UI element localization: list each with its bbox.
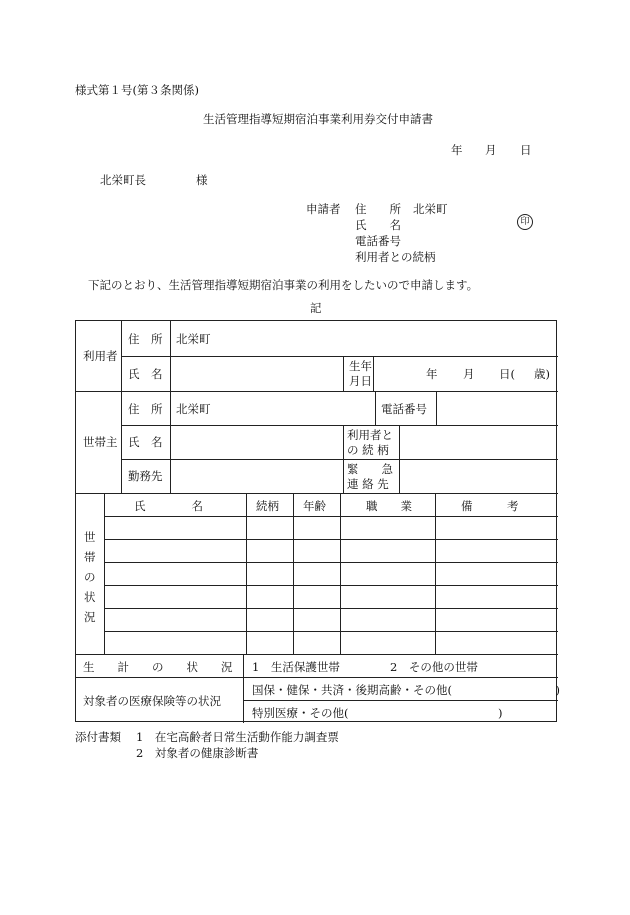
user-name-label: 氏 名 bbox=[128, 367, 163, 381]
grid-line bbox=[104, 608, 558, 609]
household-label-char: 状 bbox=[84, 590, 96, 604]
date-month-label: 月 bbox=[485, 143, 497, 157]
column-header-remarks: 備 考 bbox=[461, 499, 519, 513]
grid-line bbox=[104, 539, 558, 540]
grid-line bbox=[373, 356, 374, 391]
user-address-label: 住 所 bbox=[128, 332, 163, 346]
grid-line bbox=[436, 391, 437, 425]
grid-line bbox=[340, 493, 341, 654]
livelihood-option-1: 1 生活保護世帯 bbox=[252, 660, 340, 674]
user-birth-label-1: 生年 bbox=[349, 359, 372, 373]
column-header-occupation: 職 業 bbox=[366, 499, 412, 513]
seal-mark: 印 bbox=[517, 214, 533, 230]
grid-line bbox=[293, 493, 294, 654]
applicant-phone-label: 電話番号 bbox=[355, 234, 401, 248]
grid-line bbox=[246, 493, 247, 654]
user-age: 歳) bbox=[534, 367, 550, 381]
application-form-table bbox=[75, 320, 560, 722]
user-birth-month: 月 bbox=[463, 367, 475, 381]
householder-address-value[interactable]: 北栄町 bbox=[176, 402, 211, 416]
household-section-label bbox=[84, 527, 96, 627]
grid-line bbox=[76, 677, 558, 678]
attachment-item-2: 2 対象者の健康診断書 bbox=[136, 746, 259, 760]
householder-address-label: 住 所 bbox=[128, 402, 163, 416]
grid-line bbox=[104, 585, 558, 586]
householder-section-label: 世帯主 bbox=[83, 435, 118, 449]
insurance-label: 対象者の医療保険等の状況 bbox=[83, 694, 221, 708]
addressee-honorific: 様 bbox=[196, 173, 208, 187]
applicant-address-label: 住 所 bbox=[355, 202, 401, 216]
householder-phone-label: 電話番号 bbox=[381, 402, 427, 416]
grid-line bbox=[104, 516, 558, 517]
form-number: 様式第１号(第３条関係) bbox=[75, 83, 199, 97]
date-year-label: 年 bbox=[451, 143, 463, 157]
household-label-char: 況 bbox=[84, 610, 96, 624]
householder-emergency-label-1: 緊 急 bbox=[347, 462, 393, 476]
grid-line bbox=[375, 391, 376, 425]
householder-workplace-label: 勤務先 bbox=[128, 469, 163, 483]
grid-line bbox=[76, 493, 558, 494]
form-title: 生活管理指導短期宿泊事業利用券交付申請書 bbox=[203, 112, 433, 126]
applicant-label: 申請者 bbox=[306, 202, 341, 216]
household-label-char: 世 bbox=[84, 530, 96, 544]
addressee-name: 北栄町長 bbox=[100, 173, 146, 187]
user-section-label: 利用者 bbox=[83, 349, 118, 363]
grid-line bbox=[170, 321, 171, 493]
grid-line bbox=[76, 654, 558, 655]
grid-line bbox=[121, 321, 122, 493]
grid-line bbox=[104, 562, 558, 563]
grid-line bbox=[121, 425, 558, 426]
insurance-line-1: 国保・健保・共済・後期高齢・その他( ) bbox=[252, 683, 560, 697]
ki-heading: 記 bbox=[310, 301, 322, 315]
body-text: 下記のとおり、生活管理指導短期宿泊事業の利用をしたいので申請します。 bbox=[88, 278, 479, 292]
grid-line bbox=[76, 391, 558, 392]
attachments-label: 添付書類 bbox=[75, 730, 121, 744]
applicant-name-label: 氏 名 bbox=[355, 218, 401, 232]
grid-line bbox=[121, 459, 558, 460]
date-day-label: 日 bbox=[520, 143, 532, 157]
column-header-age: 年齢 bbox=[303, 499, 326, 513]
livelihood-option-2: 2 その他の世帯 bbox=[390, 660, 478, 674]
grid-line bbox=[399, 425, 400, 493]
household-label-char: の bbox=[84, 570, 96, 584]
livelihood-label: 生 計 の 状 況 bbox=[83, 660, 233, 674]
user-birth-label-2: 月日 bbox=[349, 374, 372, 388]
grid-line bbox=[243, 654, 244, 723]
grid-line bbox=[435, 493, 436, 654]
user-address-value[interactable]: 北栄町 bbox=[176, 332, 211, 346]
householder-emergency-label-2: 連 絡 先 bbox=[347, 477, 389, 491]
household-label-char: 帯 bbox=[84, 550, 96, 564]
grid-line bbox=[104, 493, 105, 654]
insurance-line-2: 特別医療・その他( ) bbox=[252, 706, 503, 720]
user-birth-day: 日( bbox=[499, 367, 515, 381]
column-header-relation: 続柄 bbox=[256, 499, 279, 513]
column-header-name: 氏 名 bbox=[134, 499, 203, 513]
grid-line bbox=[343, 425, 344, 493]
householder-name-label: 氏 名 bbox=[128, 435, 163, 449]
grid-line bbox=[343, 356, 344, 391]
applicant-relation-label: 利用者との続柄 bbox=[355, 250, 436, 264]
grid-line bbox=[121, 356, 558, 357]
attachment-item-1: 1 在宅高齢者日常生活動作能力調査票 bbox=[136, 730, 339, 744]
householder-relation-label-1: 利用者と bbox=[347, 428, 393, 442]
grid-line bbox=[243, 700, 558, 701]
grid-line bbox=[104, 631, 558, 632]
applicant-address-value[interactable]: 北栄町 bbox=[413, 202, 448, 216]
householder-relation-label-2: の 続 柄 bbox=[347, 443, 389, 457]
user-birth-year: 年 bbox=[426, 367, 438, 381]
